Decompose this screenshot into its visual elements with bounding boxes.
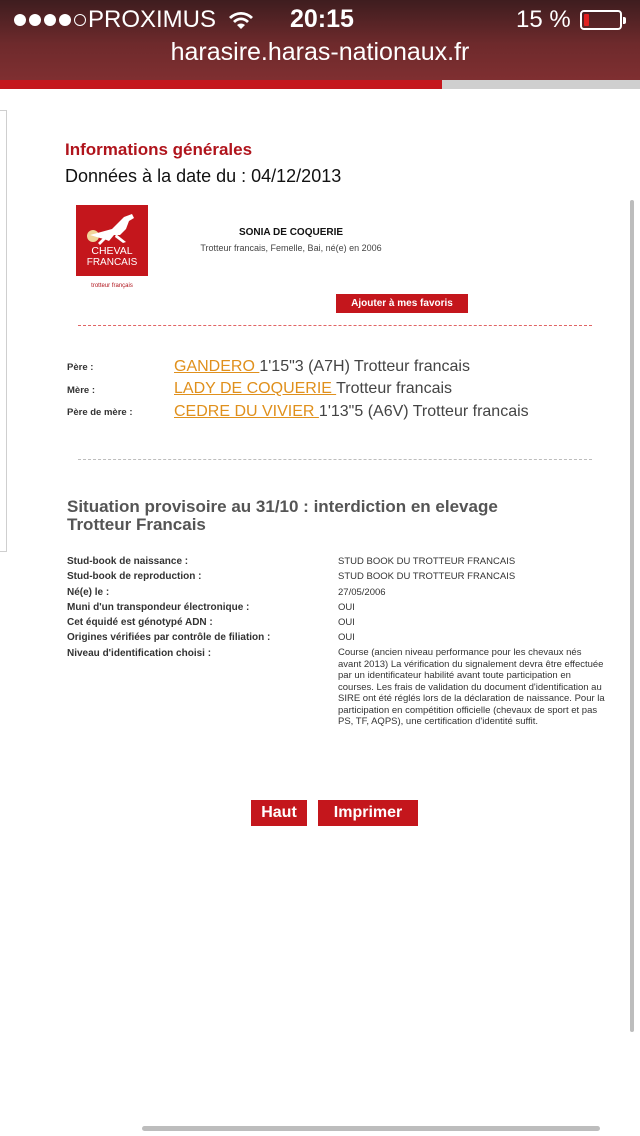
sire-info: 1'15"3 (A7H) Trotteur francais: [259, 358, 470, 375]
address-bar[interactable]: harasire.haras-nationaux.fr: [170, 38, 470, 66]
horse-name: SONIA DE COQUERIE: [238, 227, 344, 238]
page-load-progress: [0, 80, 640, 89]
horse-icon: [76, 205, 148, 276]
detail-key: Stud-book de reproduction :: [67, 571, 202, 582]
logo-subtitle: trotteur français: [91, 283, 133, 289]
detail-key: Muni d'un transpondeur électronique :: [67, 602, 250, 613]
page-load-progress-fill: [0, 80, 442, 89]
sire-link[interactable]: GANDERO: [174, 358, 260, 375]
page-title: Informations générales: [65, 140, 253, 159]
horizontal-scrollbar[interactable]: [142, 1126, 600, 1131]
carrier-name: PROXIMUS: [88, 6, 217, 33]
detail-value: Course (ancien niveau performance pour les chevaux nés avant 2013) La vérification du signalement devra être effectuée par un identificateur habilité avant toute participation en courses. Les frais de validation du document d'identification au SIRE ont été réglés lors de la déclaration de naissance. Pour la participation en compétition officielle (chevaux de sport et pas PS, TF, AQPS), une certification d'identité suffit.: [338, 647, 605, 727]
detail-value: STUD BOOK DU TROTTEUR FRANCAIS: [338, 556, 516, 567]
signal-strength-icon: [14, 13, 86, 27]
situation-line1: Situation provisoire au 31/10 : interdiction en elevage: [67, 497, 498, 516]
horse-description: Trotteur francais, Femelle, Bai, né(e) en 2006: [200, 243, 382, 253]
dam-sire-info: 1'13"5 (A6V) Trotteur francais: [318, 403, 529, 420]
situation-heading: [67, 498, 607, 534]
battery-percent: 15 %: [516, 6, 571, 33]
logo-line2: FRANCAIS: [86, 257, 138, 268]
detail-key: Origines vérifiées par contrôle de filiation :: [67, 632, 271, 643]
sire-row: [174, 358, 470, 376]
signal-dot: [14, 14, 26, 26]
detail-key: Cet équidé est génotypé ADN :: [67, 617, 213, 628]
divider: [78, 459, 592, 460]
detail-value: OUI: [338, 617, 355, 628]
add-to-favorites-button[interactable]: Ajouter à mes favoris: [336, 294, 468, 313]
divider: [78, 325, 592, 326]
detail-value: OUI: [338, 632, 355, 643]
side-frame: [0, 110, 7, 552]
vertical-scrollbar[interactable]: [630, 200, 634, 1032]
data-date: Données à la date du : 04/12/2013: [65, 166, 342, 186]
detail-value: 27/05/2006: [338, 587, 386, 598]
signal-dot: [29, 14, 41, 26]
detail-key: Niveau d'identification choisi :: [67, 648, 212, 659]
dam-sire-row: [174, 403, 529, 421]
print-button[interactable]: Imprimer: [318, 800, 418, 826]
dam-info: Trotteur francais: [336, 380, 453, 397]
signal-dot: [59, 14, 71, 26]
cheval-francais-logo: [76, 205, 148, 276]
logo-line1: CHEVAL: [91, 245, 133, 257]
wifi-icon: [226, 8, 256, 32]
battery-tip: [623, 17, 626, 24]
signal-dot: [74, 14, 86, 26]
sire-label: Père :: [67, 362, 94, 373]
detail-value: STUD BOOK DU TROTTEUR FRANCAIS: [338, 571, 516, 582]
battery-icon: [580, 10, 622, 30]
dam-sire-link[interactable]: CEDRE DU VIVIER: [174, 403, 319, 420]
status-bar: [0, 0, 640, 40]
clock: 20:15: [290, 5, 354, 33]
dam-link[interactable]: LADY DE COQUERIE: [174, 380, 337, 397]
detail-key: Né(e) le :: [67, 587, 110, 598]
situation-line2: Trotteur Francais: [67, 515, 206, 534]
detail-value: OUI: [338, 602, 355, 613]
browser-header: [0, 0, 640, 80]
signal-dot: [44, 14, 56, 26]
dam-label: Mère :: [67, 385, 95, 396]
battery-level-fill: [584, 14, 589, 26]
detail-key: Stud-book de naissance :: [67, 556, 189, 567]
dam-row: [174, 380, 452, 398]
dam-sire-label: Père de mère :: [67, 407, 133, 418]
back-to-top-button[interactable]: Haut: [251, 800, 307, 826]
